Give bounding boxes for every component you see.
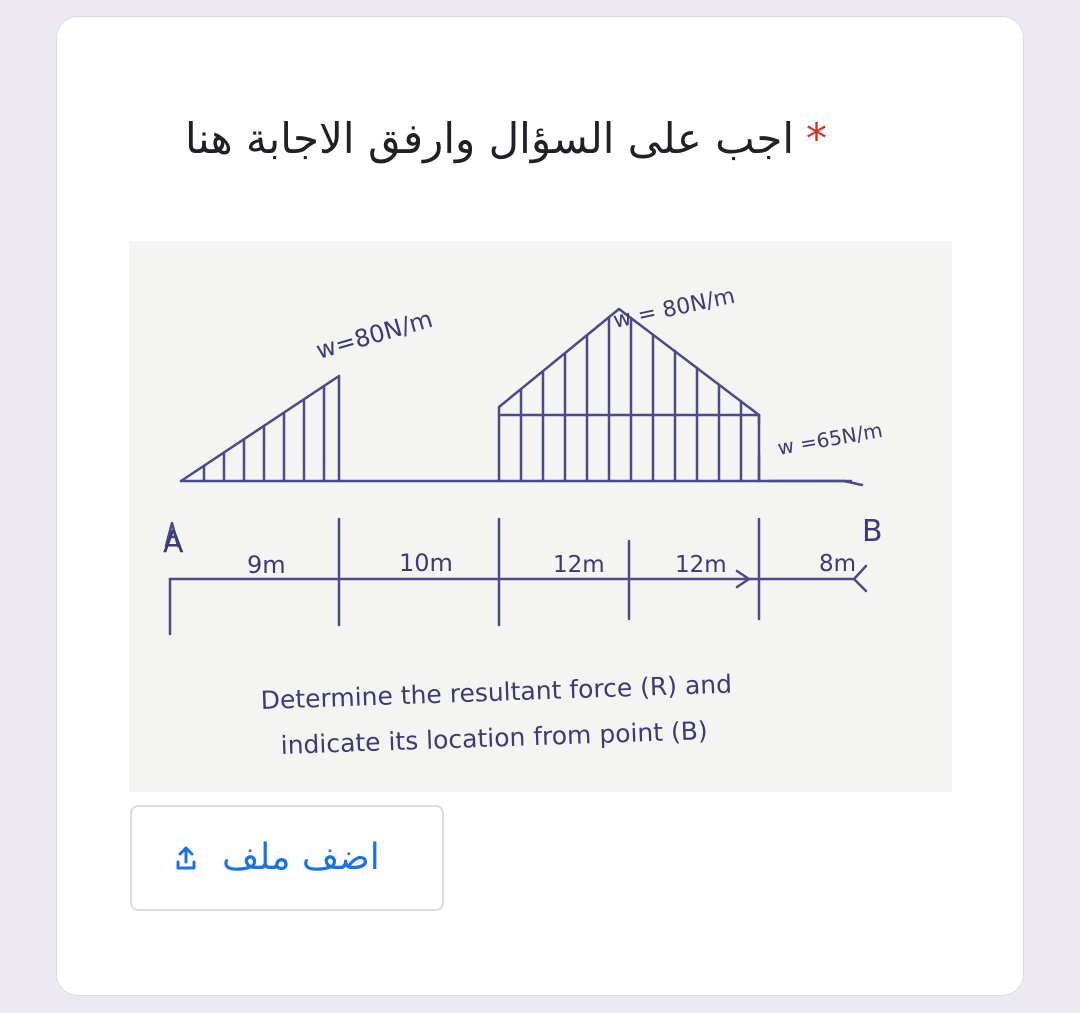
point-a-label: A [163, 525, 184, 560]
add-file-button[interactable] [130, 805, 444, 911]
span-label-12m-first: 12m [553, 552, 605, 578]
span-label-9m: 9m [247, 551, 286, 579]
right-load-label: w =65N/m [775, 417, 885, 460]
question-card [56, 16, 1024, 996]
span-label-10m: 10m [399, 549, 453, 577]
question-text: اجب على السؤال وارفق الاجابة هنا [185, 114, 794, 163]
span-label-12m-second: 12m [675, 552, 727, 578]
middle-load-label: w = 80N/m [611, 283, 738, 334]
add-file-label: اضف ملف [222, 837, 380, 878]
right-uniform-load [759, 455, 844, 481]
beam-loading-diagram [129, 241, 952, 792]
problem-line-1: Determine the resultant force (R) and [260, 669, 733, 715]
upload-icon [172, 844, 200, 872]
required-asterisk: * [806, 114, 827, 163]
problem-line-2: indicate its location from point (B) [280, 716, 709, 760]
left-load-label: w=80N/m [312, 304, 436, 365]
question-title [127, 109, 827, 169]
question-image [129, 241, 952, 792]
point-b-label: B [862, 514, 883, 549]
span-label-8m: 8m [819, 551, 857, 577]
